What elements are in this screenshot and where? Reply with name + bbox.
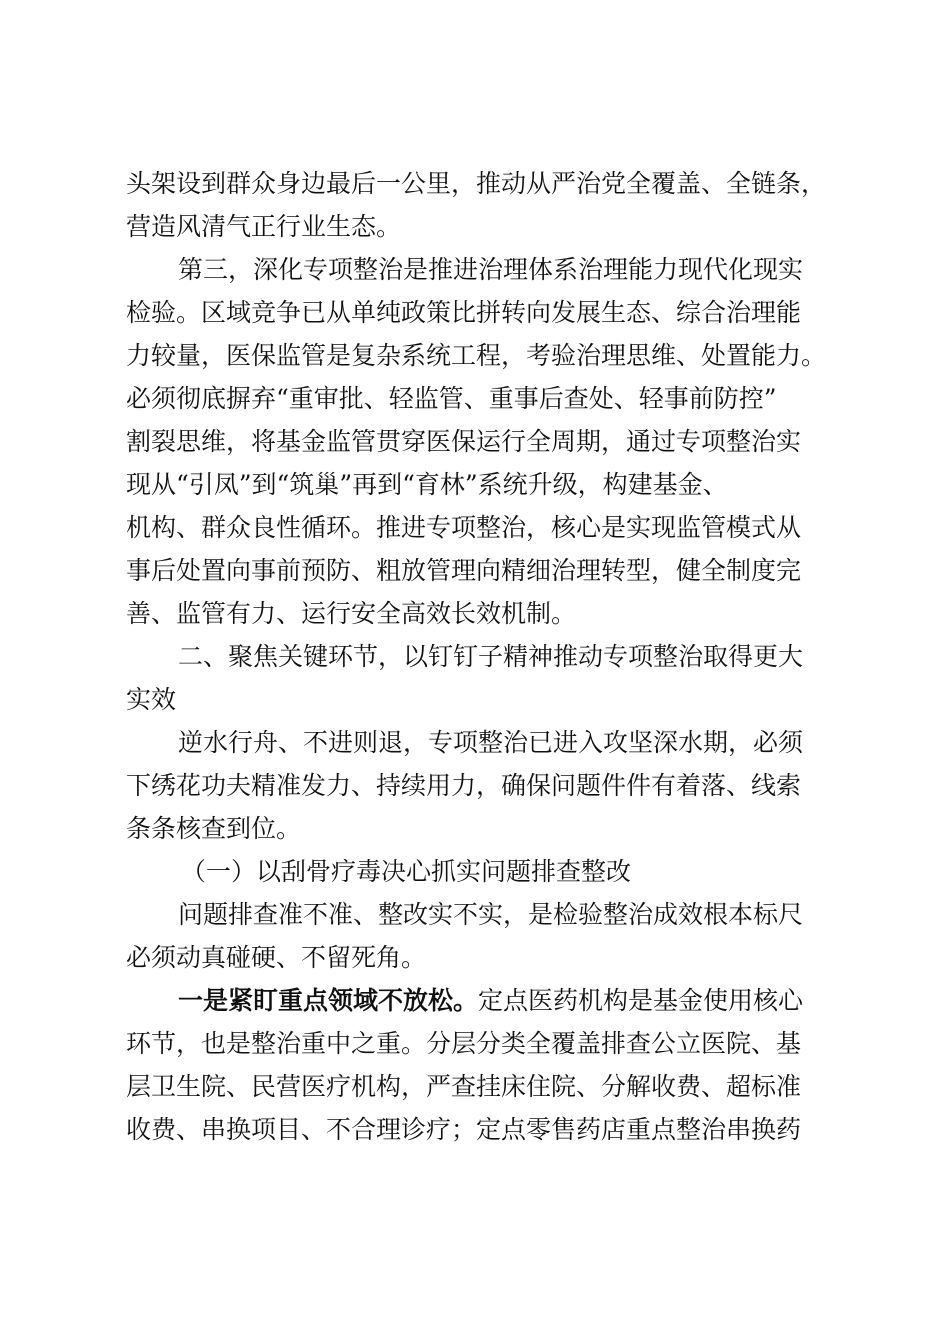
- text-line: 层卫生院、民营医疗机构，严查挂床住院、分解收费、超标准: [126, 1072, 802, 1101]
- text-line: 事后处置向事前预防、粗放管理向精细治理转型，健全制度完: [126, 556, 802, 585]
- section-heading-line: 实效: [126, 685, 177, 714]
- paragraph-start-line: 逆水行舟、不进则退，专项整治已进入攻坚深水期，必须: [178, 728, 804, 757]
- text-line: 收费、串换项目、不合理诊疗；定点零售药店重点整治串换药: [126, 1115, 802, 1144]
- text-line: 环节，也是整治重中之重。分层分类全覆盖排查公立医院、基: [126, 1029, 802, 1058]
- text-line: 割裂思维，将基金监管贯穿医保运行全周期，通过专项整治实: [126, 427, 802, 456]
- text-line: 必须彻底摒弃“重审批、轻监管、重事后查处、轻事前防控”: [126, 384, 777, 413]
- paragraph-start-line: 问题排查准不准、整改实不实，是检验整治成效根本标尺: [178, 900, 804, 929]
- text-line: 营造风清气正行业生态。: [126, 212, 402, 241]
- text-line: 头架设到群众身边最后一公里，推动从严治党全覆盖、全链条，: [126, 169, 827, 198]
- point-text: 定点医药机构是基金使用核心: [478, 986, 804, 1015]
- text-line: 机构、群众良性循环。推进专项整治，核心是实现监管模式从: [126, 513, 802, 542]
- section-heading-line: 二、聚焦关键环节，以钉钉子精神推动专项整治取得更大: [178, 642, 804, 671]
- point-heading: 一是紧盯重点领域不放松。: [178, 986, 479, 1015]
- text-line: 善、监管有力、运行安全高效长效机制。: [126, 599, 577, 628]
- text-line: 下绣花功夫精准发力、持续用力，确保问题件件有着落、线索: [126, 771, 802, 800]
- text-line: 现从“引凤”到“筑巢”再到“育林”系统升级，构建基金、: [126, 470, 728, 499]
- point-paragraph-line: [178, 985, 803, 1017]
- subsection-heading: （一）以刮骨疗毒决心抓实问题排查整改: [181, 857, 632, 886]
- text-line: 必须动真碰硬、不留死角。: [126, 943, 427, 972]
- text-line: 检验。区域竞争已从单纯政策比拼转向发展生态、综合治理能: [126, 298, 802, 327]
- text-line: 条条核查到位。: [126, 814, 302, 843]
- paragraph-start-line: 第三，深化专项整治是推进治理体系治理能力现代化现实: [178, 255, 804, 284]
- text-line: 力较量，医保监管是复杂系统工程，考验治理思维、处置能力。: [126, 341, 827, 370]
